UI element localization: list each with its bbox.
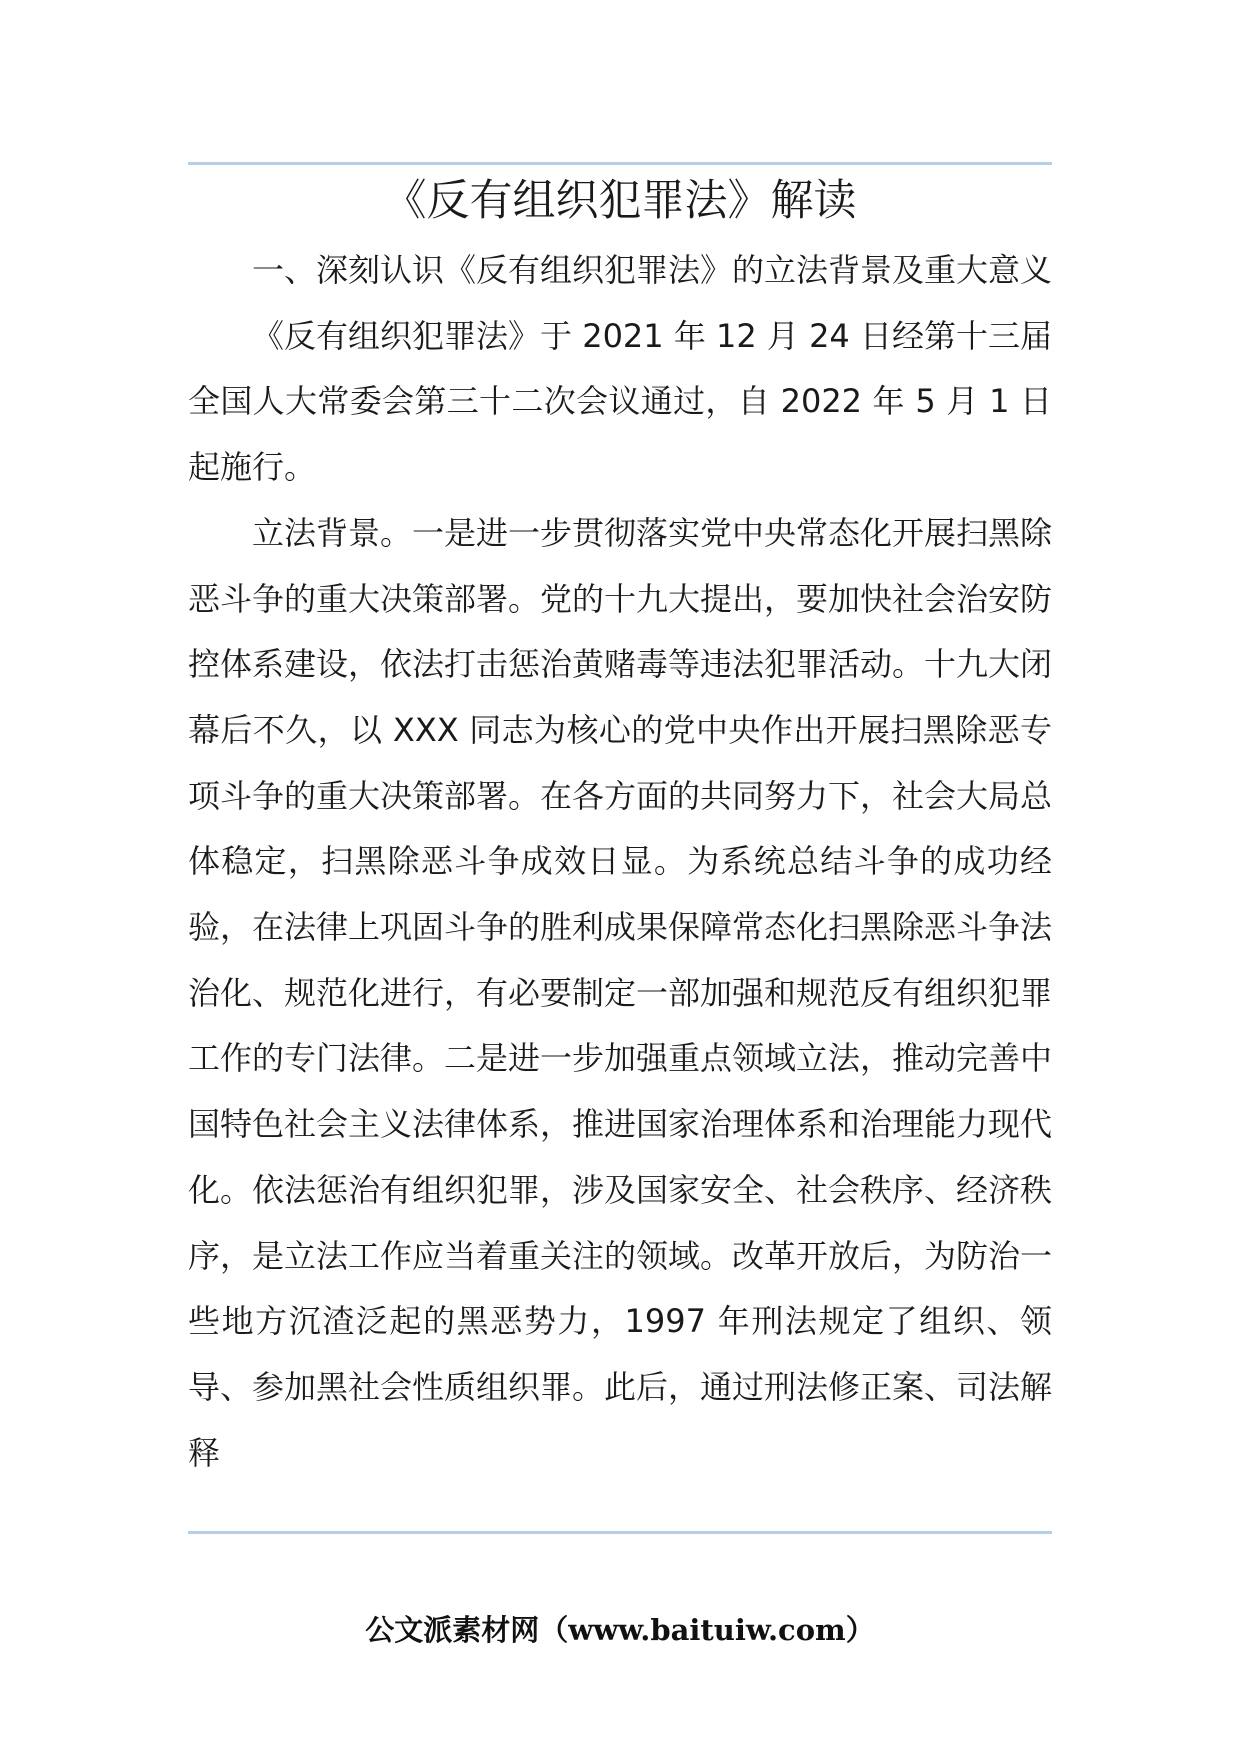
- document-title: 《反有组织犯罪法》解读: [383, 176, 857, 226]
- bottom-divider: [188, 1531, 1052, 1534]
- top-divider: [188, 162, 1052, 165]
- footer-watermark: 公文派素材网（www.baituiw.com）: [365, 1613, 875, 1647]
- document-body: [188, 238, 1052, 1486]
- section-heading: 一、深刻认识《反有组织犯罪法》的立法背景及重大意义: [252, 251, 1053, 289]
- body-paragraph: 立法背景。一是进一步贯彻落实党中央常态化开展扫黑除恶斗争的重大决策部署。党的十九大提出，要加快社会治安防控体系建设，依法打击惩治黄赌毒等违法犯罪活动。十九大闭幕后不久，以 XXX 同志为核心的党中央作出开展扫黑除恶专项斗争的重大决策部署。在各方面的共同努力下，社会大局总体稳定，扫黑除恶斗争成效日显。为系统总结斗争的成功经验，在法律上巩固斗争的胜利成果保障常态化扫黑除恶斗争法治化、规范化进行，有必要制定一部加强和规范反有组织犯罪工作的专门法律。二是进一步加强重点领域立法，推动完善中国特色社会主义法律体系，推进国家治理体系和治理能力现代化。依法惩治有组织犯罪，涉及国家安全、社会秩序、经济秩序，是立法工作应当着重关注的领域。改革开放后，为防治一些地方沉渣泛起的黑恶势力，1997 年刑法规定了组织、领导、参加黑社会性质组织罪。此后，通过刑法修正案、司法解释: [188, 513, 1053, 1472]
- body-paragraph: 《反有组织犯罪法》于 2021 年 12 月 24 日经第十三届全国人大常委会第三十二次会议通过，自 2022 年 5 月 1 日起施行。: [188, 316, 1052, 487]
